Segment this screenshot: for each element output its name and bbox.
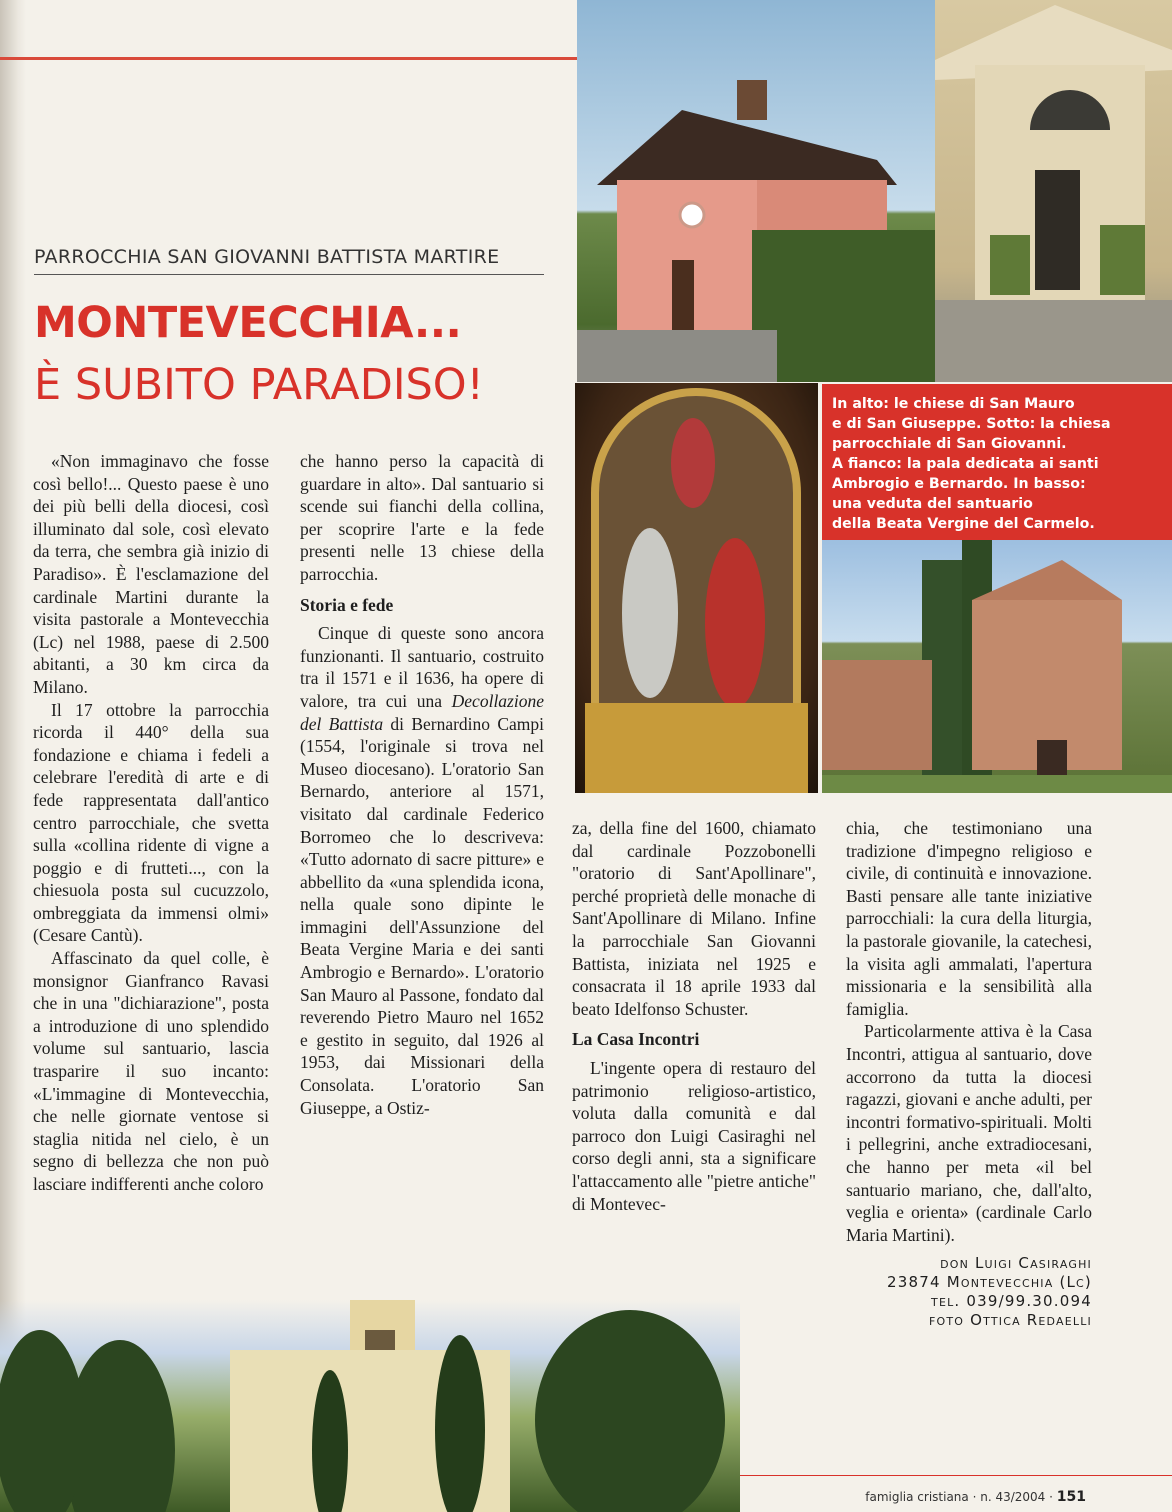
signature-line: 23874 Montevecchia (Lc) [887,1273,1092,1292]
section-kicker: PARROCCHIA SAN GIOVANNI BATTISTA MARTIRE [34,246,544,275]
article-column-2 [300,450,544,1119]
paragraph: Affascinato da quel colle, è monsignor Gianfranco Ravasi che in una "dichiarazione", posta a introduzione di uno splendido volume sul santuario, lascia trasparire il suo incanto: «L'immagine di Montevecchia, che nelle giornate ventose si staglia nitida nel cielo, è un segno di bellezza che non può lasciare indifferenti anche coloro [33,948,269,1194]
subheading-storia: Storia e fede [300,594,394,615]
article-column-1 [33,450,269,1196]
paragraph: che hanno perso la capacità di guardare in alto». Dal santuario si scende sui fianchi della collina, per scoprire l'arte e la fede presenti nelle 13 chiese della parrocchia. [300,451,544,584]
caption-line: parrocchiale di San Giovanni. [832,436,1067,452]
paragraph: za, della fine del 1600, chiamato dal cardinale Pozzobonelli "oratorio di Sant'Apollinare", perché proprietà delle monache di Sant'Apollinare di Milano. Infine la parrocchiale San Giovanni Battista, iniziata nel 1925 e consacrata il 18 aprile 1933 dal beato Idelfonso Schuster. [572,818,816,1019]
page-number: 151 [1056,1489,1086,1505]
photo-san-mauro-church [577,0,935,382]
paragraph: Il 17 ottobre la parrocchia ricorda il 440° della sua fondazione e chiama i fedeli a celebrare l'eredità di arte e di fede rappresentata dall'antico centro parrocchiale, che svetta sulla «collina ridente di vigne a poggio e di frutteti..., con la chiesuola posta sul cucuzzolo, ombreggiata da immensi olmi» (Cesare Cantù). [33,699,269,946]
footer-rule [740,1475,1172,1476]
caption-line: A fianco: la pala dedicata ai santi [832,456,1099,472]
top-rule [0,57,580,60]
photo-san-giuseppe-church [935,0,1172,382]
paragraph: Particolarmente attiva è la Casa Incontri, attigua al santuario, dove accorrono da tutta la diocesi ragazzi, giovani e anche adulti, per incontri formativo-spirituali. Molti i pellegrini, anche extradiocesani, che hanno per meta «il bel santuario mariano, che, dall'alto, veglia e orienta» (cardinale Carlo Maria Martini). [846,1021,1092,1245]
caption-line: una veduta del santuario [832,496,1033,512]
issue-number: n. 43/2004 [980,1490,1046,1504]
article-column-4 [846,817,1092,1330]
page-footer: famiglia cristiana · n. 43/2004 · 151 [865,1489,1086,1505]
paragraph-text: Cinque di queste sono ancora funzionanti. Il santuario, costruito tra il 1571 e il 1636, ha opere di valore, tra cui una [300,623,544,711]
signature-line: foto Ottica Redaelli [928,1311,1092,1330]
photo-parish-church-san-giovanni [822,540,1172,793]
article-column-3 [572,817,816,1215]
page-gutter-shadow [0,0,26,1512]
caption-line: e di San Giuseppe. Sotto: la chiesa [832,416,1111,432]
magazine-name: famiglia cristiana [865,1490,969,1504]
artwork-title: Decollazione del Battista [300,690,544,734]
caption-line: della Beata Vergine del Carmelo. [832,516,1095,532]
photo-caption-box [822,384,1172,540]
subheading-casa-incontri: La Casa Incontri [572,1029,700,1050]
paragraph [300,622,544,1119]
caption-line: Ambrogio e Bernardo. In basso: [832,476,1086,492]
signature-line: don Luigi Casiraghi [940,1254,1092,1273]
photo-altarpiece-ambrogio-bernardo [575,383,818,793]
caption-line: In alto: le chiese di San Mauro [832,396,1075,412]
paragraph: «Non immaginavo che fosse così bello!... Questo paese è uno dei più belli della diocesi, così illuminato dal sole, così elevato da terra, che sembra già inizio di Paradiso». È l'esclamazione del cardinale Martini durante la visita pastorale a Montevecchia (Lc) nel 1988, paese di 2.500 abitanti, a 30 km circa da Milano. [33,451,269,697]
photo-santuario-beata-vergine-carmelo [0,1300,740,1512]
paragraph: chia, che testimoniano una tradizione d'impegno religioso e civile, di continuità e innovazione. Basti pensare alle tante iniziative parrocchiali: la cura della liturgia, la pastorale giovanile, la catechesi, la visita agli ammalati, l'apertura missionaria e la sensibilità alla famiglia. [846,818,1092,1019]
paragraph-text: di Bernardino Campi (1554, l'originale si trova nel Museo diocesano). L'oratorio San Bernardo, anteriore al 1571, visitato dal cardinale Federico Borromeo che lo descriveva: «Tutto adornato di sacre pitture» e abbellito da «una splendida icona, nella quale sono dipinte le immagini dell'Assunzione del Beata Vergine Maria e dei santi Ambrogio e Bernardo». L'oratorio San Mauro al Passone, fondato dal reverendo Pietro Mauro nel 1652 e gestito in seguito, dal 1926 al 1953, dai Missionari della Consolata. L'oratorio San Giuseppe, a Ostiz- [300,713,544,1118]
paragraph: L'ingente opera di restauro del patrimonio religioso-artistico, voluta dalla comunità e dal parroco don Luigi Casiraghi nel corso degli anni, sta a significare l'attaccamento alle "pietre antiche" di Montevec- [572,1057,816,1214]
headline-line-2: È SUBITO PARADISO! [34,360,484,410]
headline-line-1: MONTEVECCHIA... [34,298,462,348]
signature-line: tel. 039/99.30.094 [931,1292,1092,1311]
